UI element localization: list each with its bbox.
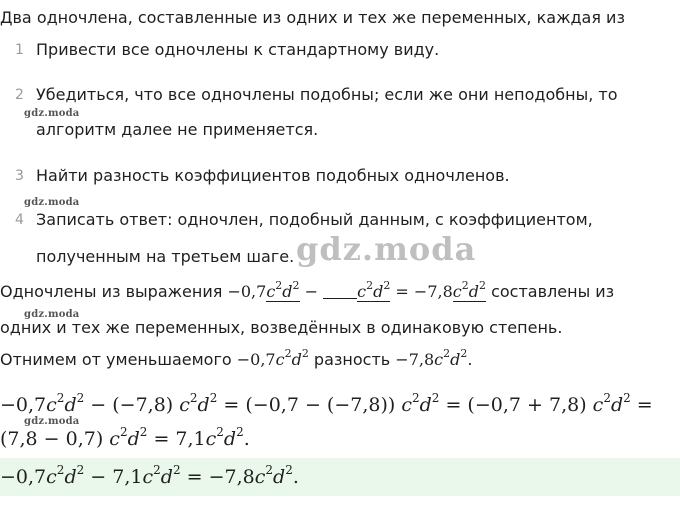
step-text: Найти разность коэффициентов подобных одночленов. [36,166,510,185]
step-text: Записать ответ: одночлен, подобный данным, с коэффициентом, [36,210,593,229]
step-number: 2 [15,87,24,103]
para1-prefix: Одночлены из выражения [0,282,223,301]
paragraph-subtract [0,347,473,370]
watermark-small: gdz.moda [24,416,80,427]
intro-text: Два одночлена, составленные из одних и тех же переменных, каждая из [0,8,625,27]
step-number: 4 [15,212,24,228]
para2-middle: разность [313,350,391,369]
watermark-small: gdz.moda [24,309,80,320]
calculation-line-1: $-0,7c^2d^2 - (-7,8) c^2d^2 = (-0,7 - (-7,8)) c^2d^2 = (-0,7 + 7,8) c^2d^2$ = [0,391,653,416]
minuend-expression: $-0,7c^2d^2$ [236,347,309,369]
difference-expression: $-7,8c^2d^2$. [395,347,473,369]
calculation-line-2: (7,8 − 0,7) $c^2d^2 = 7,1c^2d^2$. [0,425,250,450]
step-text: Привести все одночлены к стандартному виду. [36,40,440,59]
paragraph-similar-monomials-continued: одних и тех же переменных, возведённых в одинаковую степень. [0,318,563,337]
step-text: Убедиться, что все одночлены подобны; если же они неподобны, то [36,85,618,104]
step-text-continued: алгоритм далее не применяется. [36,120,319,139]
expression-given: $-0,7c^2d^2 - c^2d^2 = -7,8c^2d^2$ [227,279,486,301]
para2-prefix: Отнимем от уменьшаемого [0,350,232,369]
watermark-small: gdz.moda [24,197,80,208]
watermark-small: gdz.moda [24,108,80,119]
watermark-logo: gdz.moda [296,230,477,268]
step-number: 3 [15,168,24,184]
paragraph-similar-monomials [0,279,615,302]
para1-suffix: составлены из [491,282,615,301]
step-number: 1 [15,42,24,58]
answer-equation: $-0,7c^2d^2 - 7,1c^2d^2 = -7,8c^2d^2$. [0,463,299,488]
step-text-continued: полученным на третьем шаге. [36,247,295,266]
